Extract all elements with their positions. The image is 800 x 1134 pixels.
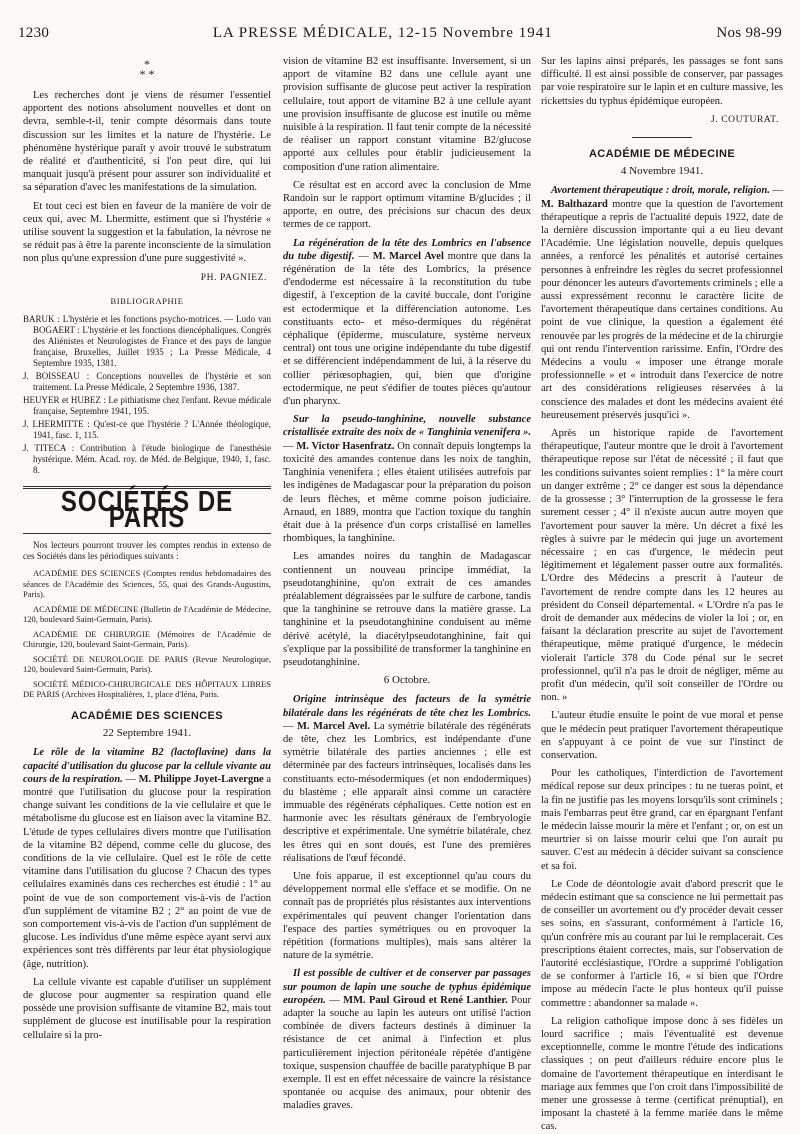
bibliography-entry: J. LHERMITTE : Qu'est-ce que l'hystérie ? L'Année théologique, 1941, fasc. 1, 115. bbox=[23, 419, 271, 441]
paragraph: Le Code de déontologie avait d'abord prescrit que le médecin estimant que sa conscience ne lui permettait pas de conseiller un avortement ou d'y procéder devait cesser ses soins, en s'assurant, conformément à l'article 16, qu'un confrère mis au courant par lui le remplacerait. Ces prescriptions étaient correctes, mais, sur l'observation de l'autorité ecclésiastique, l'Ordre a supprimé l'obligation de se conformer à l'article 16, « si bien que l'Ordre impose au médecin l'acte le plus honteux qu'il puisse commettre : abandonner sa malade ». bbox=[541, 878, 783, 1009]
society-entry: ACADÉMIE DE CHIRURGIE (Mémoires de l'Académie de Chirurgie, 120, boulevard Saint-Germain, Paris). bbox=[23, 628, 271, 650]
academy-heading: ACADÉMIE DES SCIENCES bbox=[70, 709, 224, 722]
session-date: 4 Novembre 1941. bbox=[620, 165, 704, 178]
paragraph: Ce résultat est en accord avec la conclusion de Mme Randoin sur le rapport optimum vitamine B/glucides ; il apporte, en outre, des précisions sur chacun des deux termes de ce rapport. bbox=[283, 179, 531, 231]
article-author: M. Marcel Avel. bbox=[297, 720, 371, 732]
article-paragraph: Avortement thérapeutique : droit, morale, religion. — M. Balthazard montre que la question de l'avortement thérapeutique a repris de l'actualité depuis 1922, date de la dernière discussion importante qui a eu lieu devant l'Académie. Une législation nouvelle, depuis quelques années, a renforcé les pénalités et autorisé certaines personnes à enfreindre les règles du secret professionnel pour dénoncer les auteurs d'avortements criminels ; elle a aussi expressément reconnu le caractère licite de l'avortement thérapeutique dans certaines conditions. Au point de vue clinique, la question a également été renouvée par les progrès de la médecine et de la chirurgie qui ont rendu l'intervention rarissime. Enfin, l'Ordre des Médecins a voulu « imposer une étrange morale professionnelle » et « introduit dans l'exercice de notre art des considérations religieuses réservées à la conscience des malades et dont les médecins avaient été heureusement préservés jusqu'ici ». bbox=[541, 185, 784, 421]
divider bbox=[632, 137, 692, 138]
article-paragraph: Sur la pseudo-tanghinine, nouvelle substance cristallisée extraite des noix de « Tanghinia venenifera ». — M. Victor Hasenfratz. On connaît depuis longtemps la toxicité des amandes contenue dans les noix de tanghin, Tanghinia venenifera ; elles étaient utilisées autrefois par les indigènes de Madagascar pour la préparation du poison de leurs flèches, et même comme poison judiciaire. Arnaud, en 1889, montra que l'action toxique du tanghin était due à la présence d'un corps cristallisé en lamelles rhombiques, la tanghinine. bbox=[283, 414, 532, 545]
author-signature: J. COUTURAT. bbox=[711, 114, 779, 125]
paragraph: Et tout ceci est bien en faveur de la manière de voir de ceux qui, avec M. Lhermitte, estiment que si l'hystérie « utilise souvent la suggestion et la fabulation, la névrose ne se réduit pas à être la parente inconsciente de la simulation non plus qu'une expression d'une pure suggestivité ». bbox=[23, 200, 271, 265]
author-signature: PH. PAGNIEZ. bbox=[200, 272, 267, 283]
article-title: Avortement thérapeutique : droit, morale, religion. bbox=[551, 185, 770, 197]
article-paragraph: Origine intrinsèque des facteurs de la symétrie bilatérale dans les régénérats de tête chez les Lombrics. — M. Marcel Avel. La symétrie bilatérale des régénérats de tête, chez les Lombrics, est indépendante d'une symétrie bilatérale des parties anciennes ; elle est déterminée par des facteurs intrinsèques, localisés dans les constituants ecto-mésodermiques (et non endodermiques) du blastème ; elle apparaît ainsi comme un caractère immuable des régénérats céphaliques. Cette notion est en harmonie avec les résultats généraux de l'embryologie descriptive et expérimentale. Une symétrie bilatérale, chez les êtres qui en sont doués, est l'une des premières réalisations de l'œuf fécondé. bbox=[283, 694, 531, 864]
bibliography-entry: BARUK : L'hystérie et les fonctions psycho-motrices. — Ludo van BOGAERT : L'hystérie et les fonctions diencéphaliques. Congrès des Aliénistes et Neurologistes de France et des pays de langue française, Bruxelles, Juillet 1935 ; La Presse Médicale, 4 Septembre 1935, 1381. bbox=[23, 314, 271, 369]
article-author: M. Philippe Joyet-Lavergne bbox=[138, 773, 264, 785]
paragraph: vision de vitamine B2 est insuffisante. Inversement, si un apport de vitamine B2 dans une cellule ayant une provision suffisante de glucose peut activer la respiration cellulaire, tout apport de vitamine B2 à une cellule ayant une provision insuffisante de glucose est inutile ou même nuisible à la respiration. Il faut tenir compte de la nécessité de réaliser un rapport constant vitamine B2/glucose apporté aux cellules pour établir judicieusement la composition d'une ration alimentaire. bbox=[283, 56, 531, 173]
article-title: Origine intrinsèque des facteurs de la symétrie bilatérale dans les régénérats de tête chez les Lombrics. bbox=[283, 694, 531, 719]
paragraph: La religion catholique impose donc à ses fidèles un lourd sacrifice ; mais l'éventualité est devenue exceptionnelle, comme le montre l'étude des indications classiques ; on peut d'ailleurs réduire encore plus le domaine de l'avortement thérapeutique en interdisant le mariage aux femmes que l'on croit dans l'impossibilité de mener une grossesse à terme (certificat prénuptial), en imposant la chasteté à la femme mariée dans le même cas. bbox=[541, 1015, 783, 1133]
section-stars: * * * bbox=[139, 57, 155, 81]
article-body: Pour adapter la souche au lapin les auteurs ont utilisé l'action combinée de divers facteurs destinés à diminuer la résistance de cet animal à l'infection et plus particulièrement injection péritonéale répétée d'antigène toxique, suspension chauffée de bacille paratyphique B par exemple. Il est en effet nécessaire de vaincre la résistance spontanée ou acquise des animaux, pour obtenir des maladies graves. bbox=[283, 994, 531, 1112]
paragraph: Pour les catholiques, l'interdiction de l'avortement médical repose sur deux principes : tu ne tueras point, et la fin ne justifie pas les moyens lorsqu'ils sont criminels ; mais l'embarras peut être grand, car en épargnant l'enfant le médecin laisse mourir la mère et l'enfant ; or, on est un meurtrier si on laisse mourir celui que l'on aurait pu sauver. C'est au médecin à décider suivant sa conscience et sa foi. bbox=[541, 768, 783, 872]
article-paragraph: La régénération de la tête des Lombrics en l'absence du tube digestif. — M. Marcel Avel montre que dans la régénération de la tête des Lombrics, la présence d'endoderme est nécessaire à la reconstitution du tube digestif, à l'exception de la cavité buccale, dont l'origine est ectodermique et la différenciation autonome. Les constituants ecto- et méso-dermiques du régénérat céphalique (épiderme, musculature, système nerveux central) ont tous une origine indépendante du tube digestif et se différencient indépendamment de lui, à la réserve du collier périœsophagien, qui, bien que d'origine ectodermique, ne peut s'édifier de toutes pièces qu'autour d'un pharynx. bbox=[283, 237, 531, 408]
bibliography-heading: BIBLIOGRAPHIE bbox=[110, 295, 184, 306]
article-body: a montré que l'utilisation du glucose pour la respiration change suivant les conditions de la vie cellulaire et que le métabolisme du glucose est en liaison avec la vitamine B2. L'étude de types cellulaires divers montre que l'utilisation de la vitamine B2 dépend, comme celle du glucose, des conditions de la vie cellulaire. Quel est le rôle de cette vitamine dans l'utilisation du glucose ? Chacun des types cellulaires examinés dans ces recherches est étudié : 1° au point de vue de son comportement vis-à-vis de l'action d'un supplément de vitamine B2 ; 2° au point de vue de son comportement vis-à-vis de l'action d'un supplément de glucose. Les individus d'une même espèce ayant servi aux expériences sont très différents par leur état physiologique (âge, nutrition). bbox=[23, 773, 272, 970]
page-header bbox=[18, 22, 782, 44]
societies-intro: Nos lecteurs pourront trouver les comptes rendus in extenso de ces Sociétés dans les périodiques suivants : bbox=[23, 540, 271, 562]
paragraph: L'auteur étudie ensuite le point de vue moral et pense que le médecin peut pratiquer l'avortement thérapeutique en s'appuyant à ce point de vue sur l'instinct de conservation. bbox=[541, 710, 783, 761]
article-title: Sur la pseudo-tanghinine, nouvelle substance cristallisée extraite des noix de « Tanghinia venenifera ». bbox=[283, 414, 531, 439]
session-date: 6 Octobre. bbox=[383, 674, 431, 687]
paragraph: La cellule vivante est capable d'utiliser un supplément de glucose pour augmenter sa respiration quand elle possède une provision suffisante de vitamine B2, mais tout supplément de glucose est inutilisable pour la respiration cellulaire si la pro- bbox=[23, 976, 271, 1041]
column-middle bbox=[283, 55, 532, 1112]
section-title: SOCIÉTÉS DE PARIS bbox=[60, 486, 234, 535]
session-date: 22 Septembre 1941. bbox=[102, 727, 192, 740]
society-entry: SOCIÉTÉ DE NEUROLOGIE DE PARIS (Revue Neurologique, 120, boulevard Saint-Germain, Paris). bbox=[23, 653, 271, 675]
bibliography-entry: HEUYER et HUBEZ : Le pithiatisme chez l'enfant. Revue médicale française, Septembre 1941, 195. bbox=[23, 395, 271, 417]
society-entry: SOCIÉTÉ MÉDICO-CHIRURGICALE DES HÔPITAUX LIBRES DE PARIS (Archives Hospitalières, 1, place d'Iéna, Paris. bbox=[23, 678, 271, 700]
bibliography-entry: J. TITECA : Contribution à l'étude biologique de l'anesthésie hystérique. Mém. Acad. roy. de Méd. de Belgique, 1940, 1, fasc. 8. bbox=[23, 443, 271, 476]
paragraph: Après un historique rapide de l'avortement thérapeutique, l'auteur montre que le droit à l'avortement thérapeutique repose sur l'état de nécessité ; il faut que les conditions suivantes soient remplies : 1° la mère court un danger extrême ; 2° ce danger est sous la dépendance de la grossesse ; 3° l'interruption de la grossesse le fera surement cesser ; 4° il n'existe aucun autre moyen que l'avortement pour sauver la mère. Un décret a fixé les règles à suivre par le médecin qui juge un avortement nécessaire ; en cas d'urgence, le médecin peut légitimement et légalement passer outre aux formalités. L'Ordre des Médecins a prescrit à l'auteur de l'avortement de rendre compte dans les 12 heures au président du Conseil départemental. « L'Ordre n'a pas le droit de demander aux médecins de violer la loi ; or, en faisant la déclaration prescrite au sujet de l'avortement thérapeutique, même pratiqué d'urgence, le médecin violerait l'article 378 du Code pénal sur le secret professionnel, qu'il n'a pas le droit de négliger, même au profit d'un médecin, qu'il soit conseiller de l'Ordre ou non. » bbox=[541, 428, 783, 704]
paragraph: Une fois apparue, il est exceptionnel qu'au cours du développement normal elle s'efface et se modifie. On ne connaît pas de propriétés plus résistantes aux interventions expérimentales qui peuvent changer l'orientation dans l'espace des parties symétriques ou en provoquer la répétition (formations multiples), mais sans altérer la nature de la symétrie. bbox=[283, 870, 531, 962]
article-paragraph: Le rôle de la vitamine B2 (lactoflavine) dans la capacité d'utilisation du glucose par la cellule vivante au cours de la respiration. — M. Philippe Joyet-Lavergne a montré que l'utilisation du glucose pour la respiration change suivant les conditions de la vie cellulaire et que le métabolisme du glucose est en liaison avec la vitamine B2. L'étude de types cellulaires divers montre que l'utilisation de la vitamine B2 dépend, comme celle du glucose, des conditions de la vie cellulaire. Quel est le rôle de cette vitamine dans l'utilisation du glucose ? Chacun des types cellulaires examinés dans ces recherches est étudié : 1° au point de vue de son comportement vis-à-vis de l'action d'un supplément de vitamine B2 ; 2° au point de vue de son comportement vis-à-vis de l'action d'un supplément de glucose. Les individus d'une même espèce ayant servi aux expériences sont très différents par leur état physiologique (âge, nutrition). bbox=[23, 747, 272, 970]
article-author: MM. Paul Giroud et René Lanthier. bbox=[343, 994, 508, 1006]
academy-heading: ACADÉMIE DE MÉDECINE bbox=[588, 148, 736, 161]
column-right bbox=[541, 55, 784, 1133]
paragraph: Les amandes noires du tanghin de Madagascar contiennent un nouveau principe immédiat, la pseudotanghinine, qu'on extrait de ces amandes préalablement dégraissées par le sulfure de carbone, tandis que la tanghinine se retrouve dans la matière grasse. La tanghinine et la pseudotanghinine conduisent au même dérivé acétylé, la diacétylpseudotanghinine, fait qui s'explique par la possibilité de transformer la tanghinine en pseudotanghinine. bbox=[283, 551, 531, 668]
article-author: M. Victor Hasenfratz. bbox=[296, 440, 395, 452]
bibliography-entry: J. BOISSEAU : Conceptions nouvelles de l'hystérie et son traitement. La Presse Médicale, 2 Septembre 1936, 1387. bbox=[23, 371, 271, 393]
issue-number: Nos 98-99 bbox=[716, 24, 782, 41]
column-left bbox=[23, 55, 271, 1072]
article-body: montre que la question de l'avortement thérapeutique a repris de l'actualité depuis 1922, date de la dernière discussion importante qui a eu lieu devant l'Académie. Une législation nouvelle, depuis quelques années, a renforcé les pénalités et autorisé certaines personnes à enfreindre les règles du secret professionnel pour dénoncer les auteurs d'avortements criminels ; elle a aussi expressément reconnu le caractère licite de l'avortement thérapeutique dans certaines conditions. Au point de vue clinique, la question a également été renouvée par les progrès de la médecine et de la chirurgie qui ont rendu l'intervention rarissime. Enfin, l'Ordre des Médecins a voulu « imposer une étrange morale professionnelle » et « introduit dans l'exercice de notre art des considérations religieuses réservées à la conscience des malades et dont les médecins avaient été heureusement préservés jusqu'ici ». bbox=[541, 198, 784, 421]
article-title: Le rôle de la vitamine B2 (lactoflavine) dans la capacité d'utilisation du glucose par la cellule vivante au cours de la respiration. bbox=[23, 747, 271, 785]
society-entry: ACADÉMIE DE MÉDECINE (Bulletin de l'Académie de Médecine, 120, boulevard Saint-Germain, Paris). bbox=[23, 603, 271, 625]
article-author: M. Marcel Avel bbox=[372, 250, 444, 262]
article-body: On connaît depuis longtemps la toxicité des amandes contenue dans les noix de tanghin, Tanghinia venenifera ; elles étaient utilisées autrefois par les indigènes de Madagascar pour la préparation du poison de leurs flèches, et même comme poison judiciaire. Arnaud, en 1889, montra que l'action toxique du tanghin était due à la présence d'un corps cristallisé en lamelles rhombiques, la tanghinine. bbox=[283, 440, 532, 545]
article-body: montre que dans la régénération de la tête des Lombrics, la présence d'endoderme est nécessaire à la reconstitution du tube digestif, à l'exception de la cavité buccale, dont l'origine est ectodermique et la différenciation autonome. Les constituants ecto- et méso-dermiques du régénérat céphalique (épiderme, musculature, système nerveux central) ont tous une origine indépendante du tube digestif et se différencient indépendamment de lui, à la réserve du collier périœsophagien, qui, bien que d'origine ectodermique, ne peut s'édifier de toutes pièces qu'autour d'un pharynx. bbox=[283, 250, 531, 408]
paragraph: Les recherches dont je viens de résumer l'essentiel apportent des notions absolument nouvelles et dont on devra, semble-t-il, tenir compte désormais dans toute discussion sur les limites et la nature de l'hystérie. Le phénomène hystérique paraît y avoir trouvé le substratum de réalité et d'authenticité, si l'on peut dire, qui lui manquait jusqu'à présent pour assurer son individualité et sa séparation d'avec les manifestations de la simulation. bbox=[23, 90, 271, 194]
article-title: Il est possible de cultiver et de conserver par passages sur poumon de lapin une souche de typhus épidémique européen. bbox=[283, 968, 531, 1006]
masthead-title: LA PRESSE MÉDICALE, 12-15 Novembre 1941 bbox=[212, 24, 553, 41]
article-author: M. Balthazard bbox=[541, 198, 608, 210]
article-body: La symétrie bilatérale des régénérats de tête, chez les Lombrics, est indépendante d'une symétrie bilatérale des parties anciennes ; elle est déterminée par des facteurs intrinsèques, localisés dans les constituants ecto-mésodermiques (et non endodermiques) du blastème ; elle apparaît ainsi comme un caractère immuable des régénérats céphaliques. Cette notion est en harmonie avec les résultats généraux de l'embryologie descriptive et expérimentale. Une symétrie bilatérale, chez les êtres qui en sont doués, est l'une des premières réalisations de l'œuf fécondé. bbox=[283, 720, 531, 864]
paragraph: Sur les lapins ainsi préparés, les passages se font sans difficulté. Il est ainsi possible de conserver, par passages par voie respiratoire sur le lapin et en culture massive, les rickettsies du typhus épidémique européen. bbox=[541, 56, 783, 107]
society-entry: ACADÉMIE DES SCIENCES (Comptes rendus hebdomadaires des séances de l'Académie des Sciences, 55, quai des Grands-Augustins, Paris). bbox=[23, 568, 271, 600]
page-number: 1230 bbox=[18, 24, 50, 41]
article-paragraph: Il est possible de cultiver et de conserver par passages sur poumon de lapin une souche de typhus épidémique européen. — MM. Paul Giroud et René Lanthier. Pour adapter la souche au lapin les auteurs ont utilisé l'action combinée de divers facteurs destinés à diminuer la résistance de cet animal à l'infection et plus particulièrement injection péritonéale répétée d'antigène toxique, suspension chauffée de bacille paratyphique B par exemple. Il est en effet nécessaire de vaincre la résistance spontanée ou acquise des animaux, pour obtenir des maladies graves. bbox=[283, 968, 531, 1112]
article-title: La régénération de la tête des Lombrics en l'absence du tube digestif. bbox=[283, 237, 531, 262]
